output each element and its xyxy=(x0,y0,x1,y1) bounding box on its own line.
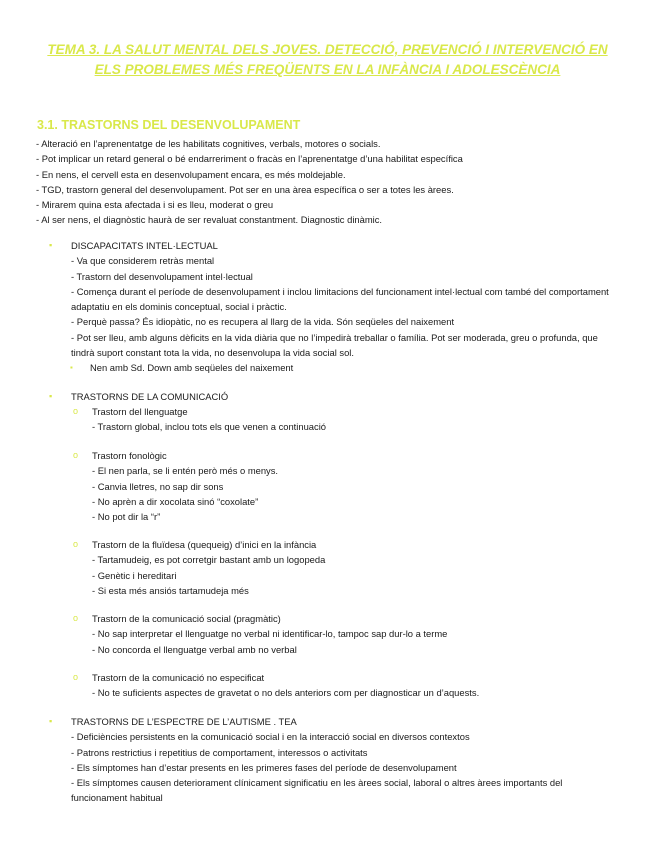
intro-line: - Alteració en l’aprenentatge de les habilitats cognitives, verbals, motores o socials. xyxy=(36,138,381,149)
discapacitats-line: - Va que considerem retràs mental xyxy=(71,255,215,267)
discapacitats-line: - Perquè passa? És idiopàtic, no es recupera al llarg de la vida. Són seqüeles del naixement xyxy=(71,316,455,328)
discapacitats-line: - Comença durant el període de desenvolupament i inclou limitacions del funcionament intel·lectual com també del comportament adaptatiu en els dominis conceptual, social i pràctic. xyxy=(71,285,609,313)
circle-bullet-icon: o xyxy=(73,450,79,460)
square-bullet-icon: ▪ xyxy=(49,391,53,401)
intro-line: - Pot implicar un retard general o bé endarreriment o fracàs en l’aprenentatge d’una habilitat específica xyxy=(36,153,463,165)
comunicacio-item-line: - No concorda el llenguatge verbal amb no verbal xyxy=(92,643,297,655)
comunicacio-item-title: Trastorn del llenguatge xyxy=(92,406,188,417)
circle-bullet-icon: o xyxy=(73,406,79,416)
comunicacio-item xyxy=(71,611,611,657)
autisme-section xyxy=(36,714,611,806)
intro-line: - En nens, el cervell esta en desenvolupament encara, es més moldejable. xyxy=(36,168,346,180)
comunicacio-heading: TRASTORNS DE LA COMUNICACIÓ xyxy=(71,391,229,402)
square-bullet-icon: ▪ xyxy=(49,716,53,726)
comunicacio-section xyxy=(36,389,611,404)
comunicacio-item-line: - No te suficients aspectes de gravetat o no dels anteriors com per diagnosticar un d’aquests. xyxy=(92,687,480,699)
discapacitats-section xyxy=(36,238,611,376)
comunicacio-item xyxy=(71,537,611,598)
comunicacio-item-line: - Trastorn global, inclou tots els que venen a continuació xyxy=(92,421,326,433)
comunicacio-item-line: - No aprèn a dir xocolata sinó “coxolate” xyxy=(92,495,259,507)
section-heading: 3.1. TRASTORNS DEL DESENVOLUPAMENT xyxy=(37,118,301,132)
autisme-heading: TRASTORNS DE L’ESPECTRE DE L’AUTISME . TEA xyxy=(71,716,297,727)
comunicacio-item-line: - No sap interpretar el llenguatge no verbal ni identificar-lo, tampoc sap dur-lo a terme xyxy=(92,628,448,640)
discapacitats-line: - Trastorn del desenvolupament intel·lectual xyxy=(71,270,253,282)
autisme-line: - Els símptomes han d’estar presents en les primeres fases del període de desenvolupament xyxy=(71,761,457,773)
comunicacio-item-title: Trastorn de la comunicació social (pragmàtic) xyxy=(92,613,281,624)
document-title: TEMA 3. LA SALUT MENTAL DELS JOVES. DETECCIÓ, PREVENCIÓ I INTERVENCIÓ EN ELS PROBLEMES MÉS FREQÜENTS EN LA INFÀNCIA I ADOLESCÈNCIA xyxy=(47,42,608,77)
autisme-line: - Deficiències persistents en la comunicació social i en la interacció social en diversos contextos xyxy=(71,731,470,743)
comunicacio-item-title: Trastorn fonològic xyxy=(92,450,167,461)
intro-line: - TGD, trastorn general del desenvolupament. Pot ser en una àrea específica o ser a totes les àrees. xyxy=(36,183,454,195)
intro-line: - Al ser nens, el diagnòstic haurà de ser revaluat constantment. Diagnostic dinàmic. xyxy=(36,214,383,226)
comunicacio-item-line: - No pot dir la “r” xyxy=(92,511,161,523)
comunicacio-item-line: - El nen parla, se li entén però més o menys. xyxy=(92,465,279,477)
square-bullet-icon: ▪ xyxy=(70,363,73,373)
autisme-line: - Patrons restrictius i repetitius de comportament, interessos o activitats xyxy=(71,746,368,758)
square-bullet-icon: ▪ xyxy=(49,240,53,250)
autisme-line: - Els símptomes causen deteriorament clínicament significatiu en les àrees social, laboral o altres àrees importants del funcionament habitual xyxy=(71,777,563,804)
discapacitats-heading: DISCAPACITATS INTEL·LECTUAL xyxy=(71,240,218,251)
intro-list xyxy=(36,136,626,228)
comunicacio-item-line: - Genètic i hereditari xyxy=(92,569,177,581)
comunicacio-item-line: - Si esta més ansiós tartamudeja més xyxy=(92,584,249,596)
comunicacio-item-line: - Canvia lletres, no sap dir sons xyxy=(92,480,224,492)
comunicacio-item-title: Trastorn de la comunicació no especificat xyxy=(92,672,265,683)
circle-bullet-icon: o xyxy=(73,613,79,623)
comunicacio-item-title: Trastorn de la fluïdesa (quequeig) d’inici en la infància xyxy=(92,539,317,550)
discapacitats-line: - Pot ser lleu, amb alguns dèficits en la vida diària que no l’impedirà treballar o família. Pot ser moderada, greu o profunda, que tindrà suport constant tota la vida, no desenvolupa la vida social sol. xyxy=(71,331,598,359)
comunicacio-item xyxy=(71,670,611,701)
circle-bullet-icon: o xyxy=(73,539,79,549)
discapacitats-subitem: Nen amb Sd. Down amb seqüeles del naixement xyxy=(90,362,294,374)
intro-line: - Mirarem quina esta afectada i si es lleu, moderat o greu xyxy=(36,199,274,211)
circle-bullet-icon: o xyxy=(73,672,79,682)
comunicacio-item xyxy=(71,404,611,435)
comunicacio-item-line: - Tartamudeig, es pot corretgir bastant amb un logopeda xyxy=(92,554,326,566)
comunicacio-item xyxy=(71,448,611,524)
